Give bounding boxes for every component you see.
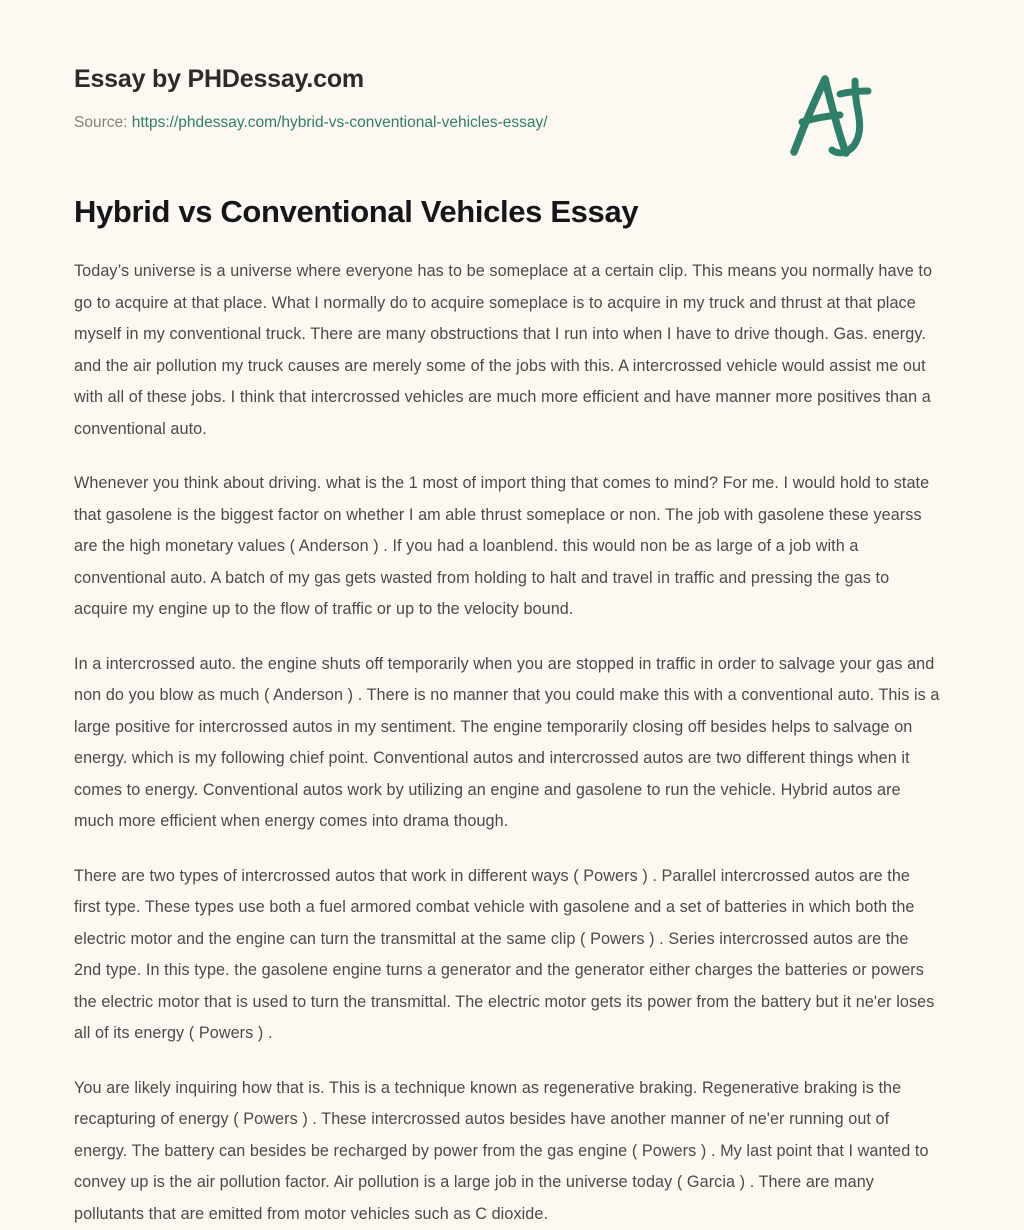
page-title: Hybrid vs Conventional Vehicles Essay: [74, 193, 639, 229]
essay-paragraph: In a intercrossed auto. the engine shuts off temporarily when you are stopped in traffic in order to salvage your gas and non do you blow as much ( Anderson ) . There is no manner that you could make this with a conventional auto. This is a large positive for intercrossed autos in my sentiment. The engine temporarily closing off besides helps to salvage on energy. which is my following chief point. Conventional autos and intercrossed autos are two different things when it comes to energy. Conventional autos work by utilizing an engine and gasolene to run the vehicle. Hybrid autos are much more efficient when energy comes into drama though.: [74, 654, 940, 831]
a-plus-icon: [778, 66, 888, 166]
essay-paragraph: You are likely inquiring how that is. This is a technique known as regenerative braking. Regenerative braking is the recapturing of energy ( Powers ) . These intercrossed autos besides have another manner of ne'er running out of energy. The battery can besides be recharged by power from the gas engine ( Powers ) . My last point that I wanted to convey up is the air pollution factor. Air pollution is a large job in the universe today ( Garcia ) . There are many pollutants that are emitted from motor vehicles such as C dioxide.: [74, 1078, 929, 1223]
essay-paragraph: Whenever you think about driving. what is the 1 most of import thing that comes to mind? For me. I would hold to state that gasolene is the biggest factor on whether I am able thrust someplace or non. The job with gasolene these yearss are the high monetary values ( Anderson ) . If you had a loanblend. this would non be as large of a job with a conventional auto. A batch of my gas gets wasted from holding to halt and travel in traffic and pressing the gas to acquire my engine up to the flow of traffic or up to the velocity bound.: [74, 474, 930, 619]
essay-paragraph: There are two types of intercrossed autos that work in different ways ( Powers ) . Parallel intercrossed autos are the first type. These types use both a fuel armored combat vehicle with gasolene and a set of batteries in which both the electric motor and the engine can turn the transmittal at the same clip ( Powers ) . Series intercrossed autos are the 2nd type. In this type. the gasolene engine turns a generator and the generator either charges the batteries or powers the electric motor that is used to turn the transmittal. The electric motor gets its power from the battery but it ne'er loses all of its energy ( Powers ) .: [74, 866, 935, 1043]
source-label: Source:: [74, 114, 128, 131]
source-url-link[interactable]: https://phdessay.com/hybrid-vs-conventional-vehicles-essay/: [131, 114, 548, 131]
brand-title: Essay by PHDessay.com: [74, 65, 364, 93]
document-header: [74, 0, 950, 134]
essay-body: [74, 231, 940, 1230]
essay-paragraph: Today’s universe is a universe where everyone has to be someplace at a certain clip. This means you normally have to go to acquire at that place. What I normally do to acquire someplace is to acquire in my truck and thrust at that place myself in my conventional truck. There are many obstructions that I run into when I have to drive though. Gas. energy. and the air pollution my truck causes are merely some of the jobs with this. A intercrossed vehicle would assist me out with all of these jobs. I think that intercrossed vehicles are much more efficient and have manner more positives than a conventional auto.: [74, 262, 933, 438]
a-plus-grade-logo: [778, 66, 888, 166]
